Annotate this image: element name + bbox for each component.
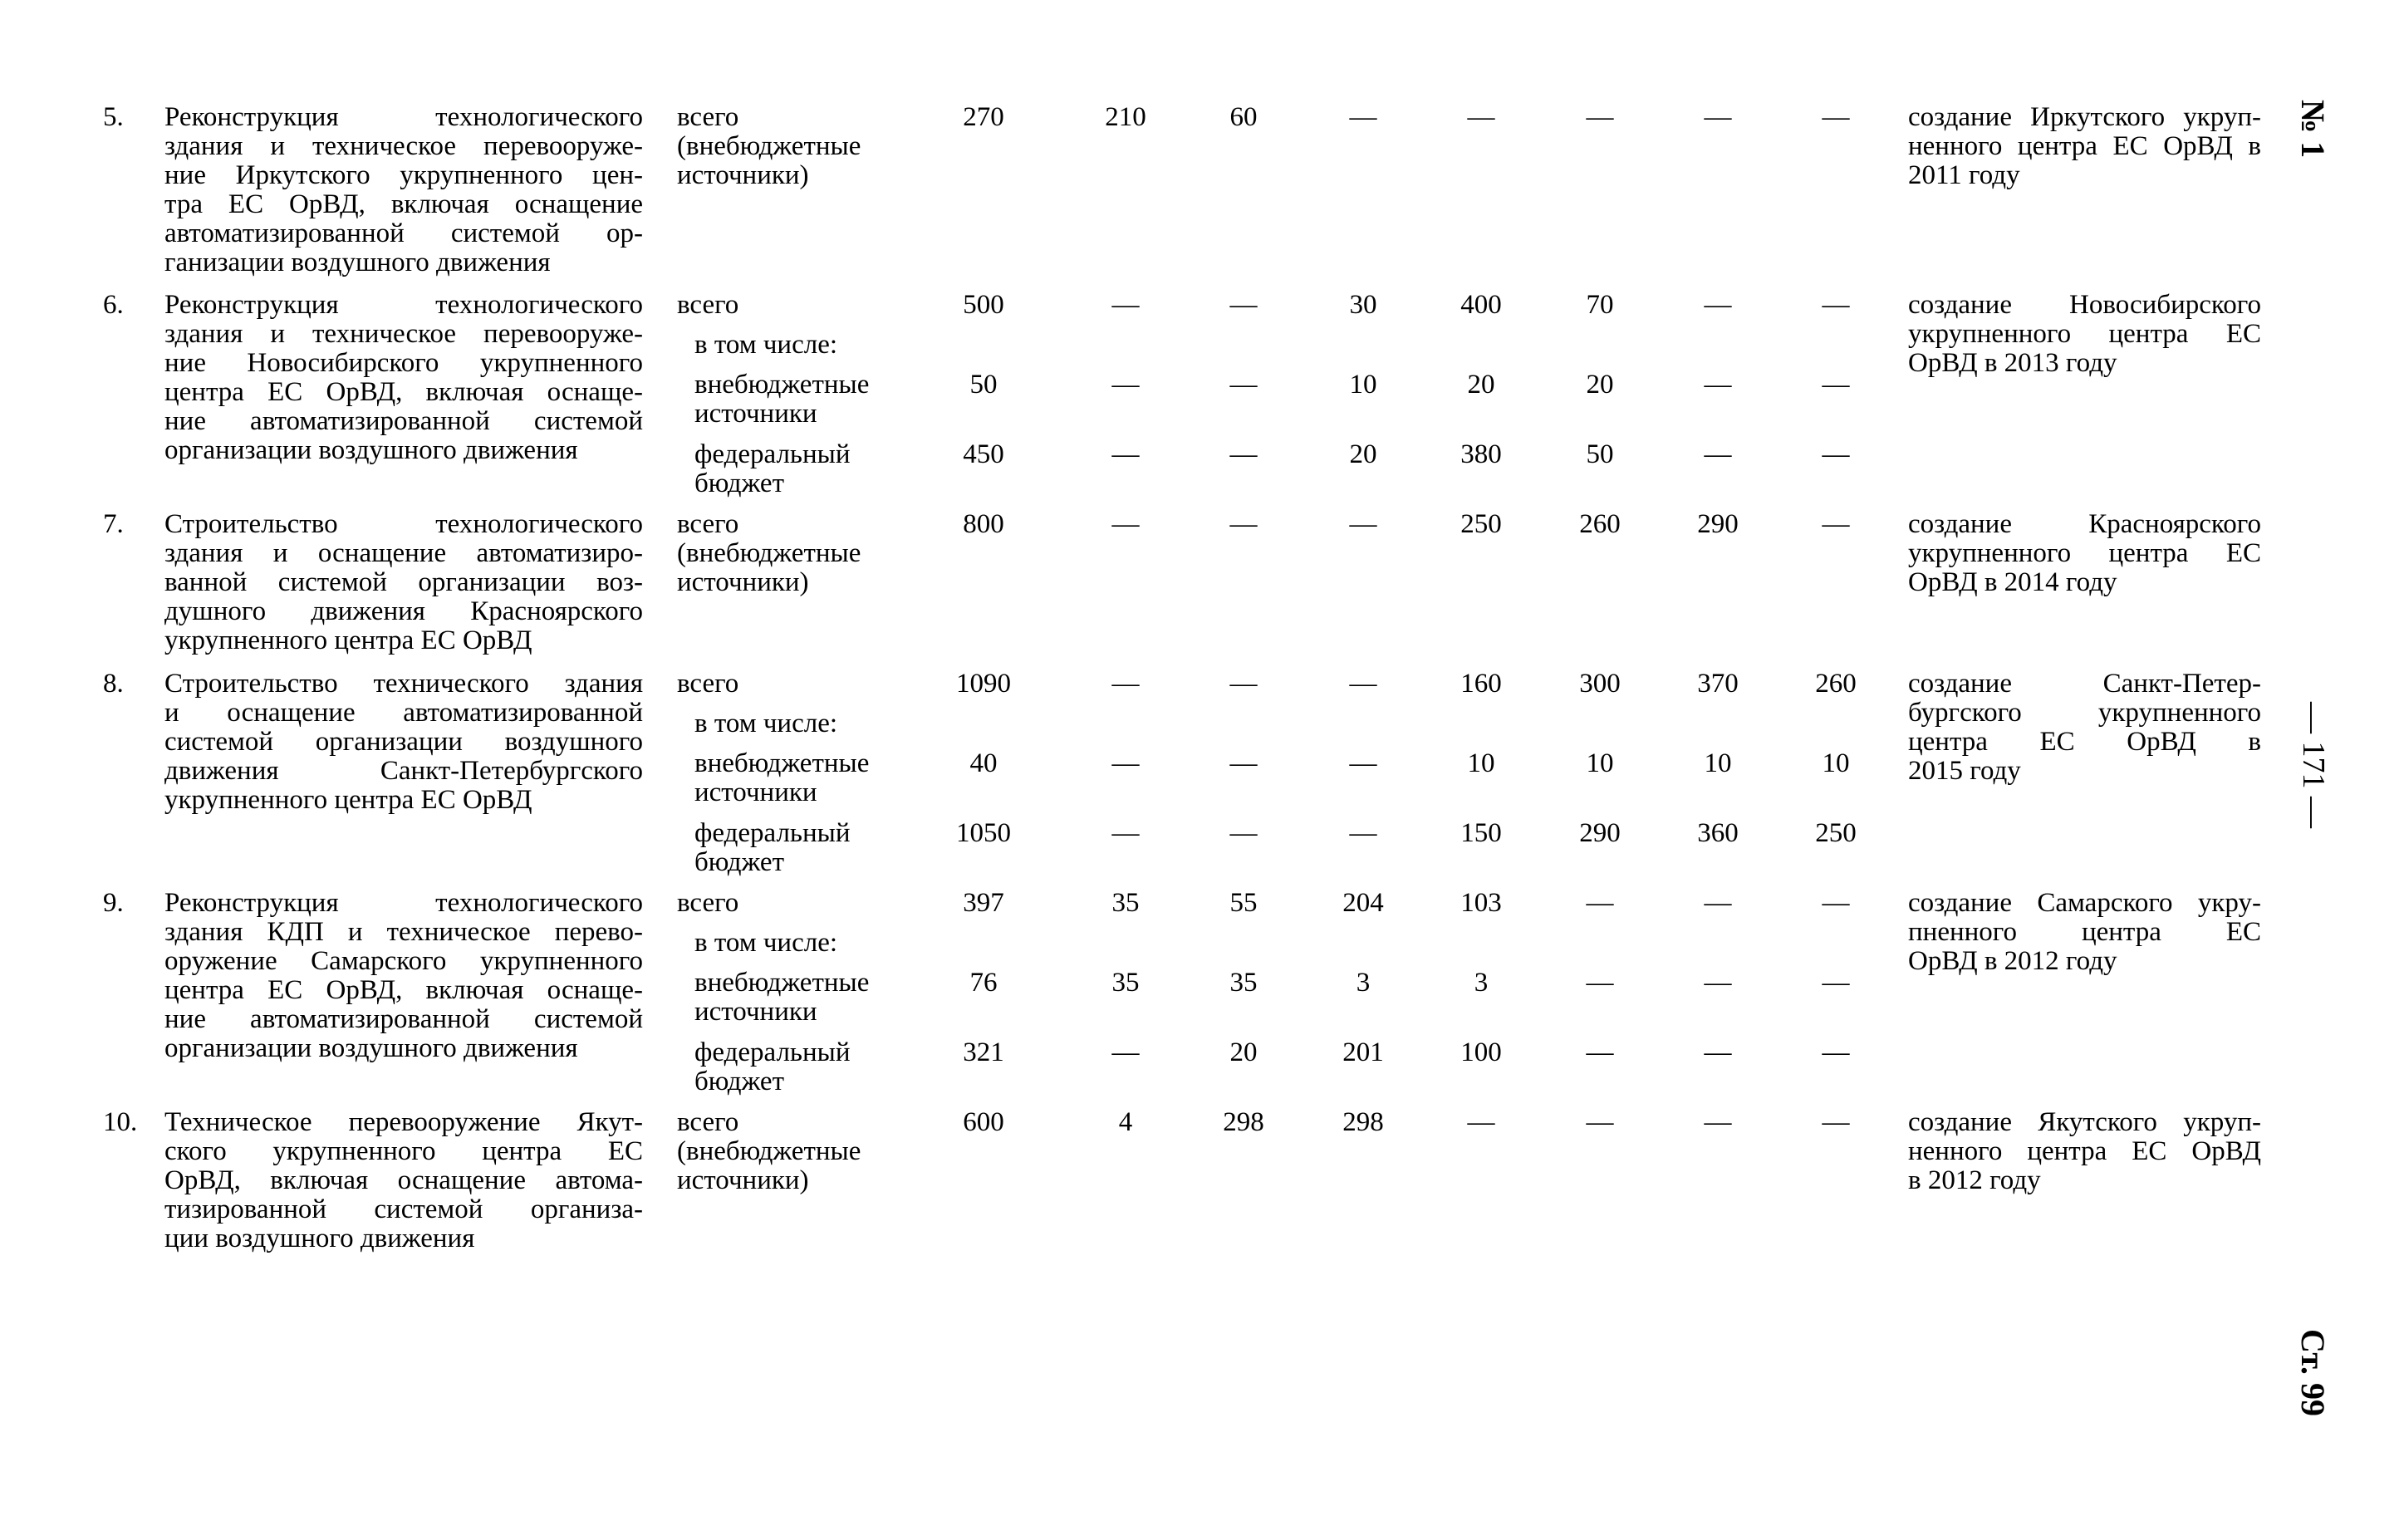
funding-source-line: источники) [677,567,809,597]
description-line: оружение Самарского укрупненного [164,946,643,976]
funding-source [677,1038,926,1096]
funding-source-line: бюджет [694,468,784,498]
result-line: создание Якутского укруп- [1908,1107,2261,1137]
description-line: здания и оснащение автоматизиро- [164,538,643,568]
value-cell: — [1586,968,1614,998]
funding-source-line: (внебюджетные [677,538,861,568]
description-line: Строительство технического здания [164,669,643,699]
value-cell: — [1704,102,1732,132]
description-line: ние автоматизированной системой [164,406,643,436]
value-cell: — [1704,370,1732,400]
value-cell: 800 [963,509,1004,539]
expected-result [1908,103,2261,190]
value-cell: 100 [1460,1037,1502,1067]
value-cell: 20 [1467,370,1495,400]
result-line: центра ЕС ОрВД в [1908,727,2261,757]
funding-source-line: в том числе: [694,330,838,360]
value-cell: — [1229,509,1258,539]
description-line: тизированной системой организа- [164,1194,643,1224]
funding-source-line: бюджет [694,847,784,877]
value-cell: 360 [1697,818,1739,848]
row-number: 9. [103,888,124,918]
funding-source-line: (внебюджетные [677,131,861,161]
page-number: — 171 — [2296,702,2331,828]
event-description [164,510,643,655]
value-cell: 250 [1460,509,1502,539]
event-description [164,1108,643,1253]
value-cell: — [1349,102,1377,132]
description-line: здания и техническое перевооруже- [164,131,643,161]
value-cell: 380 [1460,439,1502,469]
value-cell: 204 [1342,888,1384,918]
issue-number: № 1 [2294,100,2332,159]
result-line: 2015 году [1908,756,2021,786]
value-cell: — [1704,1107,1732,1137]
value-cell: 30 [1349,290,1377,320]
value-cell: 55 [1229,888,1258,918]
result-line: создание Новосибирского [1908,290,2261,320]
description-line: ние Иркутского укрупненного цен- [164,160,643,190]
value-cell: 298 [1223,1107,1264,1137]
value-cell: 290 [1579,818,1621,848]
funding-source-line: внебюджетные [694,748,870,778]
expected-result [1908,510,2261,597]
value-cell: 321 [963,1037,1004,1067]
value-cell: — [1586,1107,1614,1137]
value-cell: 250 [1815,818,1857,848]
result-line: пненного центра ЕС [1908,917,2261,947]
value-cell: 10 [1822,748,1850,778]
funding-source [677,331,926,360]
value-cell: — [1586,1037,1614,1067]
value-cell: 20 [1349,439,1377,469]
value-cell: — [1704,439,1732,469]
value-cell: 450 [963,439,1004,469]
value-cell: 260 [1815,669,1857,699]
expected-result [1908,1108,2261,1195]
value-cell: 50 [1586,439,1614,469]
value-cell: — [1349,818,1377,848]
description-line: Техническое перевооружение Якут- [164,1107,643,1137]
value-cell: 298 [1342,1107,1384,1137]
value-cell: — [1822,968,1850,998]
result-line: создание Санкт-Петер- [1908,669,2261,699]
result-line: в 2012 году [1908,1165,2041,1195]
funding-source-line: внебюджетные [694,968,870,998]
value-cell: — [1822,290,1850,320]
value-cell: 20 [1229,1037,1258,1067]
value-cell: — [1111,748,1140,778]
result-line: укрупненного центра ЕС [1908,319,2261,349]
value-cell: 10 [1704,748,1732,778]
result-line: 2011 году [1908,160,2020,190]
value-cell: 4 [1118,1107,1133,1137]
funding-source [677,510,926,597]
value-cell: — [1111,818,1140,848]
value-cell: — [1704,1037,1732,1067]
funding-source [677,929,926,958]
value-cell: 397 [963,888,1004,918]
funding-source [677,669,926,699]
value-cell: 3 [1356,968,1371,998]
result-line: ОрВД в 2014 году [1908,567,2117,597]
result-line: создание Самарского укру- [1908,888,2261,918]
event-description [164,669,643,815]
funding-source [677,440,926,498]
value-cell: 10 [1349,370,1377,400]
value-cell: 201 [1342,1037,1384,1067]
value-cell: 400 [1460,290,1502,320]
value-cell: 70 [1586,290,1614,320]
description-line: центра ЕС ОрВД, включая оснаще- [164,975,643,1005]
funding-source-line: всего [677,1107,739,1137]
result-line: бургского укрупненного [1908,698,2261,728]
value-cell: 60 [1229,102,1258,132]
value-cell: 103 [1460,888,1502,918]
value-cell: — [1822,1107,1850,1137]
funding-source-line: всего [677,509,739,539]
funding-source [677,969,926,1027]
event-description [164,291,643,465]
value-cell: — [1111,1037,1140,1067]
value-cell: 50 [969,370,998,400]
value-cell: — [1586,888,1614,918]
funding-source-line: всего [677,888,739,918]
value-cell: — [1111,370,1140,400]
funding-source-line: федеральный [694,439,851,469]
funding-source-line: в том числе: [694,709,838,738]
value-cell: — [1111,290,1140,320]
value-cell: — [1349,509,1377,539]
description-line: ванной системой организации воз- [164,567,643,597]
funding-source-line: федеральный [694,818,851,848]
value-cell: 370 [1697,669,1739,699]
funding-source [677,819,926,877]
event-description [164,103,643,277]
funding-source-line: источники [694,777,817,807]
funding-source-line: внебюджетные [694,370,870,400]
result-line: ненного центра ЕС ОрВД в [1908,131,2261,161]
description-line: системой организации воздушного [164,727,643,757]
funding-source-line: всего [677,290,739,320]
value-cell: 10 [1467,748,1495,778]
funding-source [677,103,926,190]
value-cell: 150 [1460,818,1502,848]
value-cell: — [1229,370,1258,400]
result-line: ОрВД в 2013 году [1908,348,2117,378]
funding-source-line: источники [694,997,817,1027]
description-line: автоматизированной системой ор- [164,218,643,248]
description-line: Реконструкция технологического [164,102,643,132]
value-cell: 300 [1579,669,1621,699]
description-line: укрупненного центра ЕС ОрВД [164,625,532,655]
funding-source-line: всего [677,669,739,699]
value-cell: — [1822,1037,1850,1067]
expected-result [1908,291,2261,378]
value-cell: 35 [1111,968,1140,998]
funding-source-line: источники [694,399,817,429]
description-line: ганизации воздушного движения [164,248,551,277]
result-line: создание Иркутского укруп- [1908,102,2261,132]
result-line: укрупненного центра ЕС [1908,538,2261,568]
description-line: ние Новосибирского укрупненного [164,348,643,378]
value-cell: — [1822,370,1850,400]
row-number: 5. [103,102,124,132]
value-cell: — [1349,748,1377,778]
result-line: создание Красноярского [1908,509,2261,539]
funding-source-line: источники) [677,160,809,190]
value-cell: — [1229,439,1258,469]
value-cell: — [1822,509,1850,539]
value-cell: — [1704,968,1732,998]
result-line: ОрВД в 2012 году [1908,946,2117,976]
funding-source-line: источники) [677,1165,809,1195]
row-number: 8. [103,669,124,699]
row-number: 10. [103,1107,138,1137]
value-cell: — [1111,669,1140,699]
value-cell: 260 [1579,509,1621,539]
value-cell: — [1111,509,1140,539]
description-line: ние автоматизированной системой [164,1004,643,1034]
value-cell: — [1586,102,1614,132]
description-line: укрупненного центра ЕС ОрВД [164,785,532,815]
article-number: Ст. 99 [2294,1329,2332,1416]
value-cell: 210 [1105,102,1146,132]
value-cell: — [1229,290,1258,320]
result-line: ненного центра ЕС ОрВД [1908,1136,2261,1166]
expected-result [1908,889,2261,976]
funding-source [677,709,926,738]
value-cell: 3 [1474,968,1489,998]
value-cell: 290 [1697,509,1739,539]
description-line: центра ЕС ОрВД, включая оснаще- [164,377,643,407]
value-cell: 270 [963,102,1004,132]
description-line: душного движения Красноярского [164,596,643,626]
value-cell: — [1704,290,1732,320]
value-cell: 35 [1229,968,1258,998]
description-line: организации воздушного движения [164,435,578,465]
value-cell: 40 [969,748,998,778]
value-cell: — [1822,888,1850,918]
value-cell: — [1704,888,1732,918]
value-cell: 10 [1586,748,1614,778]
value-cell: — [1229,748,1258,778]
value-cell: 600 [963,1107,1004,1137]
value-cell: 500 [963,290,1004,320]
description-line: тра ЕС ОрВД, включая оснащение [164,189,643,219]
value-cell: 20 [1586,370,1614,400]
funding-source-line: в том числе: [694,928,838,958]
value-cell: — [1467,1107,1495,1137]
funding-source-line: (внебюджетные [677,1136,861,1166]
value-cell: 35 [1111,888,1140,918]
funding-source-line: всего [677,102,739,132]
description-line: здания и техническое перевооруже- [164,319,643,349]
row-number: 7. [103,509,124,539]
funding-source [677,1108,926,1195]
value-cell: — [1229,669,1258,699]
funding-source [677,370,926,429]
description-line: организации воздушного движения [164,1033,578,1063]
description-line: и оснащение автоматизированной [164,698,643,728]
value-cell: 1050 [956,818,1011,848]
description-line: ции воздушного движения [164,1224,475,1253]
description-line: движения Санкт-Петербургского [164,756,643,786]
row-number: 6. [103,290,124,320]
value-cell: — [1349,669,1377,699]
funding-source-line: бюджет [694,1067,784,1096]
value-cell: 76 [969,968,998,998]
funding-source-line: федеральный [694,1037,851,1067]
description-line: ОрВД, включая оснащение автома- [164,1165,643,1195]
funding-source [677,889,926,918]
description-line: Реконструкция технологического [164,888,643,918]
description-line: ского укрупненного центра ЕС [164,1136,643,1166]
funding-source [677,291,926,320]
expected-result [1908,669,2261,786]
value-cell: — [1111,439,1140,469]
event-description [164,889,643,1063]
description-line: здания КДП и техническое перево- [164,917,643,947]
value-cell: — [1822,102,1850,132]
value-cell: — [1229,818,1258,848]
value-cell: 160 [1460,669,1502,699]
value-cell: — [1822,439,1850,469]
description-line: Реконструкция технологического [164,290,643,320]
description-line: Строительство технологического [164,509,643,539]
value-cell: — [1467,102,1495,132]
funding-source [677,749,926,807]
value-cell: 1090 [956,669,1011,699]
